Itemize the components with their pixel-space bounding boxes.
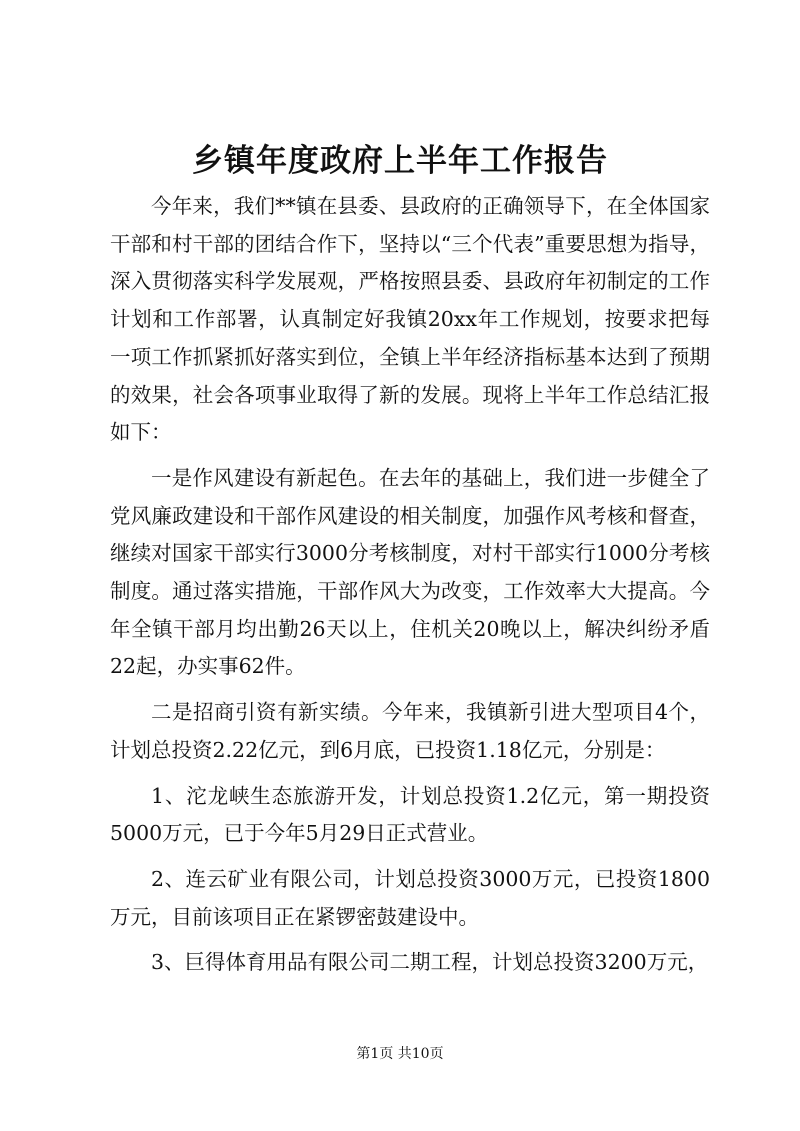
paragraph-project-1: 1、沱龙峡生态旅游开发，计划总投资1.2亿元，第一期投资5000万元，已于今年5月29日正式营业。	[110, 783, 710, 846]
document-title: 乡镇年度政府上半年工作报告	[192, 143, 608, 179]
page-footer: 第1页 共10页	[356, 1046, 444, 1062]
document-body	[110, 188, 710, 982]
paragraph-investment: 二是招商引资有新实绩。今年来，我镇新引进大型项目4个，计划总投资2.22亿元，到6月底，已投资1.18亿元，分别是：	[110, 700, 710, 762]
paragraph-project-2: 2、连云矿业有限公司，计划总投资3000万元，已投资1800万元，目前该项目正在紧锣密鼓建设中。	[110, 866, 710, 929]
paragraph-project-3: 3、巨得体育用品有限公司二期工程，计划总投资3200万元，	[151, 950, 709, 975]
paragraph-work-style: 一是作风建设有新起色。在去年的基础上，我们进一步健全了党风廉政建设和干部作风建设的相关制度，加强作风考核和督查，继续对国家干部实行3000分考核制度，对村干部实行1000分考核制度。通过落实措施，干部作风大为改变，工作效率大大提高。今年全镇干部月均出勤26天以上，住机关20晚以上，解决纠纷矛盾22起，办实事62件。	[110, 465, 710, 679]
paragraph-intro: 今年来，我们**镇在县委、县政府的正确领导下，在全体国家干部和村干部的团结合作下，坚持以“三个代表”重要思想为指导，深入贯彻落实科学发展观，严格按照县委、县政府年初制定的工作计划和工作部署，认真制定好我镇20xx年工作规划，按要求把每一项工作抓紧抓好落实到位，全镇上半年经济指标基本达到了预期的效果，社会各项事业取得了新的发展。现将上半年工作总结汇报如下：	[110, 194, 710, 445]
